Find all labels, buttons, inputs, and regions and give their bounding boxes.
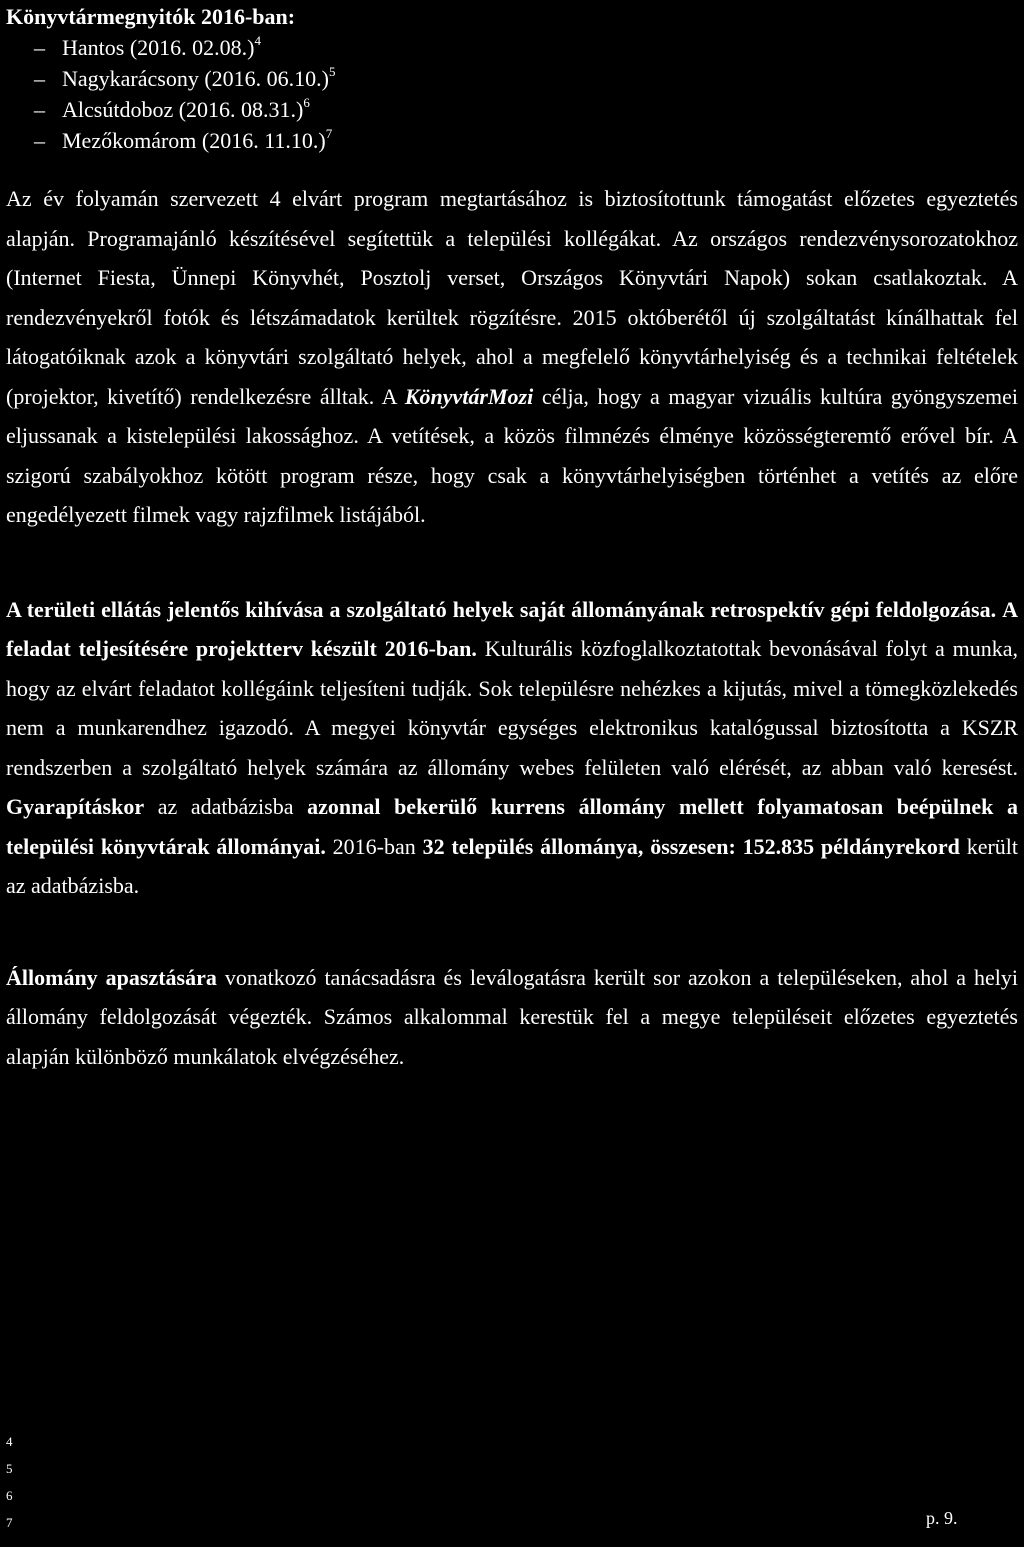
section-heading: Könyvtármegnyitók 2016-ban: [6, 4, 296, 29]
paragraph-programs [6, 179, 1018, 535]
paragraph-weeding [6, 958, 1018, 1077]
footnote-ref: 4 [254, 33, 261, 48]
paragraph-text: 2016-ban [325, 833, 423, 859]
document-page [6, 0, 1018, 1076]
program-name-emphasis: KönyvtárMozi [404, 383, 534, 409]
list-item [34, 125, 1018, 156]
bold-text: Gyarapításkor [6, 794, 145, 819]
bold-text: 32 település állománya, összesen: 152.835 példányrekord [422, 833, 960, 859]
paragraph-processing [6, 590, 1018, 906]
bold-text: azonnal bekerülő kurrens állomány mellett folyamatosan beépülnek a települési könyvtárak állományai. [6, 794, 1018, 859]
paragraph-text: célja, hogy a magyar vizuális kultúra gyöngyszemei eljussanak a kistelepülési lakossághoz. A vetítések, a közös filmnézés élménye közösségteremtő erővel bír. A szigorú szabályokhoz kötött program része, hogy csak a könyvtárhelyiségben történhet a vetítés az előre engedélyezett filmek vagy rajzfilmek listájából. [6, 383, 1019, 527]
footnote-number: 4 [6, 1434, 13, 1449]
paragraph-text: Kulturális közfoglalkoztatottak bevonásával folyt a munka, hogy az elvárt feladatot kollégáink teljesíteni tudják. Sok településre nehézkes a kijutás, mivel a tömegközlekedés nem a munkarendhez igazodó. A megyei könyvtár egységes elektronikus katalógussal biztosította a KSZR rendszerben a szolgáltató helyek számára az állomány webes felületen való elérését, az abban való keresést. [6, 636, 1018, 780]
page-number: p. 9. [926, 1508, 958, 1528]
bold-text: A feladat teljesítésére projektterv készült 2016-ban. [6, 596, 1019, 661]
list-item [34, 63, 1018, 94]
list-dash: – [34, 66, 45, 91]
paragraph-text: került az adatbázisba. [6, 833, 1019, 898]
paragraph-text: Az év folyamán szervezett 4 elvárt program megtartásához is biztosítottunk támogatást előzetes egyeztetés alapján. Programajánló készítésével segítettük a települési kollégákat. Az országos rendezvénysorozatokhoz (Internet Fiesta, Ünnepi Könyvhét, Posztolj verset, Országos Könyvtári Napok) sokan csatlakoztak. A rendezvényekről fotók és létszámadatok kerültek rögzítésre. 2015 októberétől új szolgáltatást kínálhattak fel látogatóiknak azok a könyvtári szolgáltató helyek, ahol a megfelelő könyvtárhelyiség és a technikai feltételek (projektor, kivetítő) rendelkezésre álltak. A [6, 186, 1018, 409]
footnote-ref: 7 [325, 126, 333, 141]
list-item-text: Mezőkomárom (2016. 11.10.) [62, 128, 326, 153]
footnote-numbers [6, 1428, 13, 1536]
bold-text: Állomány apasztására [6, 964, 217, 990]
list-dash: – [34, 97, 45, 122]
footnote-number: 6 [6, 1488, 13, 1503]
paragraph-text: vonatkozó tanácsadásra és leválogatásra került sor azokon a településeken, ahol a helyi állomány feldolgozását végezték. Számos alkalommal kerestük fel a megye településeit előzetes egyeztetés alapján különböző munkálatok elvégzéséhez. [6, 964, 1018, 1069]
list-item [34, 94, 1018, 125]
paragraph-text: az adatbázisba [144, 794, 308, 819]
bold-text: A területi ellátás jelentős kihívása a szolgáltató helyek saját állományának retrospektív gépi feldolgozása. [6, 596, 997, 622]
footnote-ref: 5 [329, 64, 336, 79]
library-openings-list [6, 32, 1018, 156]
footnote-number: 7 [6, 1515, 13, 1530]
list-item-text: Nagykarácsony (2016. 06.10.) [62, 66, 329, 91]
footnote-ref: 6 [303, 95, 310, 110]
list-item [34, 32, 1018, 63]
list-item-text: Hantos (2016. 02.08.) [62, 35, 255, 60]
footnote-number: 5 [6, 1461, 13, 1476]
list-dash: – [34, 35, 45, 60]
list-item-text: Alcsútdoboz (2016. 08.31.) [62, 97, 304, 122]
list-dash: – [34, 128, 45, 153]
